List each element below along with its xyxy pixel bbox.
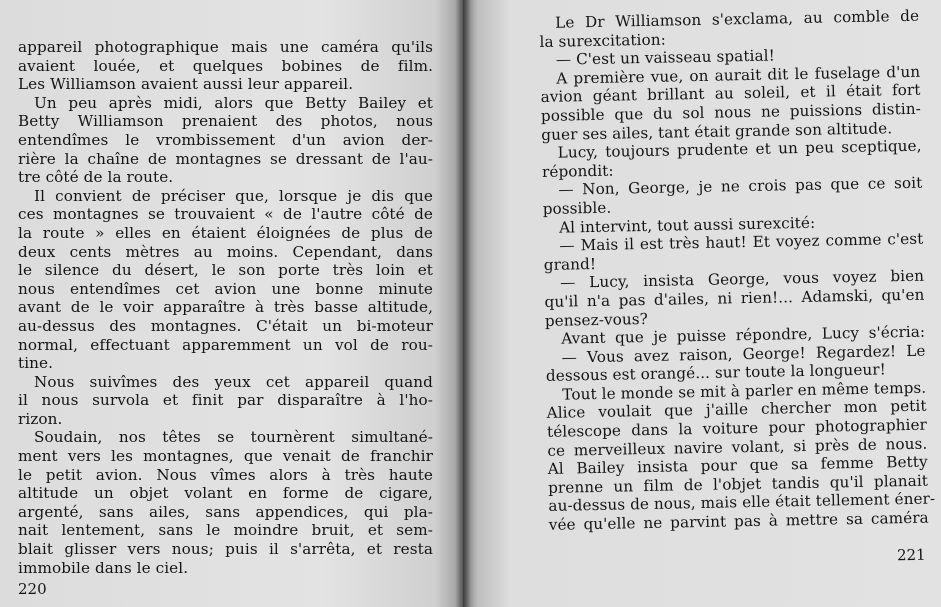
book-gutter (455, 0, 471, 607)
text-line: tine. (18, 354, 54, 373)
text-line: au-dessus de nous, mais elle était tellement éner- (548, 489, 936, 516)
text-line: Un peu après midi, alors que Betty Bailey et (34, 93, 433, 112)
text-line: le silence du désert, le son porte très loin et (18, 261, 433, 280)
text-line: Alice voulait que j'aille chercher mon petit (546, 397, 927, 423)
text-line: grand! (543, 254, 597, 274)
text-line: possible. (542, 198, 612, 218)
text-line: tre côté de la route. (18, 168, 174, 187)
text-line: blait glisser vers nous; puis il s'arrêta, et resta (18, 540, 433, 559)
text-line: — Mais il est très haut! Et voyez comme c'est (559, 229, 924, 255)
text-line: Betty Williamson prenaient des photos, nous (18, 112, 433, 131)
text-line: deux cents mètres au moins. Cependant, dans (18, 242, 433, 261)
text-line: vée qu'elle ne parvint pas à mettre sa caméra (548, 508, 929, 534)
text-line: la route » elles en étaient éloignées de plus de (18, 223, 433, 242)
text-line: avion géant brillant au soleil, et il était fort (540, 81, 921, 107)
text-line: A première vue, on aurait dit le fuselage d'un (556, 62, 921, 88)
text-line: répondit: (541, 161, 614, 181)
page-number-left: 220 (18, 580, 47, 598)
text-line: le petit avion. Nous vîmes alors à très haute (18, 465, 433, 484)
text-line: Tout le monde se mit à parler en même temps. (562, 378, 927, 404)
text-line: ce merveilleux navire volant, si près de nous. (547, 434, 928, 460)
text-line: entendîmes le vrombissement d'un avion der- (18, 130, 433, 149)
right-page (463, 0, 941, 607)
text-line: avant de le voir apparaître à très basse altitude, (18, 298, 433, 317)
text-line: — Lucy, insista George, vous voyez bien (559, 266, 925, 292)
text-line: — Non, George, je ne crois pas que ce soit (558, 174, 923, 200)
text-line: immobile dans le ciel. (18, 558, 189, 577)
text-line: Nous suivîmes des yeux cet appareil quand (34, 372, 433, 391)
text-line: Avant que je puisse répondre, Lucy s'écria: (561, 322, 926, 348)
text-line: ment vers les montagnes, que venait de franchir (18, 447, 433, 466)
text-line: guer ses ailes, tant était grande son altitude. (541, 118, 893, 144)
text-line: rière la chaîne de montagnes se dressant de l'au- (18, 149, 433, 168)
text-line: appareil photographique mais une caméra qu'ils (18, 38, 433, 56)
text-line: Il convient de préciser que, lorsque je dis que (34, 186, 433, 205)
text-line: Soudain, nos têtes se tournèrent simultané- (34, 428, 433, 447)
text-line: Al intervint, tout aussi surexcité: (558, 213, 816, 237)
text-line: qu'il n'a pas d'ailes, ni rien!... Adamski, qu'en (544, 285, 925, 311)
text-line: rizon. (18, 409, 63, 428)
text-line: il nous survola et finit par disparaître à l'ho- (18, 391, 433, 410)
text-line: argenté, sans ailes, sans appendices, qui pla- (18, 502, 433, 521)
text-line: pensez-vous? (544, 309, 649, 330)
text-line: nait lentement, sans le moindre bruit, et sem- (18, 521, 433, 540)
text-line: possible que du sol nous ne puissions distin- (540, 99, 922, 125)
text-line: au-dessus des montagnes. C'était un bi-moteur (18, 316, 433, 335)
text-line: altitude un objet volant en forme de cigare, (18, 484, 433, 503)
text-line: ces montagnes se trouvaient « de l'autre côté de (18, 205, 433, 224)
text-line: Al Bailey insista pour que sa femme Betty (547, 452, 928, 479)
page-number-right: 221 (896, 545, 926, 565)
text-line: — Vous avez raison, George! Regardez! Le (561, 341, 926, 367)
text-line: — C'est un vaisseau spatial! (555, 46, 776, 69)
text-line: normal, effectuant apparemment un vol de rou- (18, 335, 433, 354)
left-page (0, 0, 463, 607)
text-line: dessous est orangé... sur toute la longueur! (545, 360, 887, 386)
text-line: avaient louée, et quelques bobines de film. (18, 56, 433, 75)
text-line: nous entendîmes cet avion une bonne minute (18, 279, 433, 298)
text-line: la surexcitation: (539, 30, 667, 51)
left-page-text (18, 38, 433, 577)
right-page-text (539, 6, 936, 535)
text-line: télescope dans la voiture pour photographier (546, 415, 928, 441)
text-line: Lucy, toujours prudente et un peu sceptique, (557, 136, 922, 162)
text-line: Le Dr Williamson s'exclama, au comble de (554, 6, 920, 32)
text-line: prenne un film de l'objet tandis qu'il planait (547, 471, 929, 497)
text-line: Les Williamson avaient aussi leur appareil. (18, 75, 354, 94)
